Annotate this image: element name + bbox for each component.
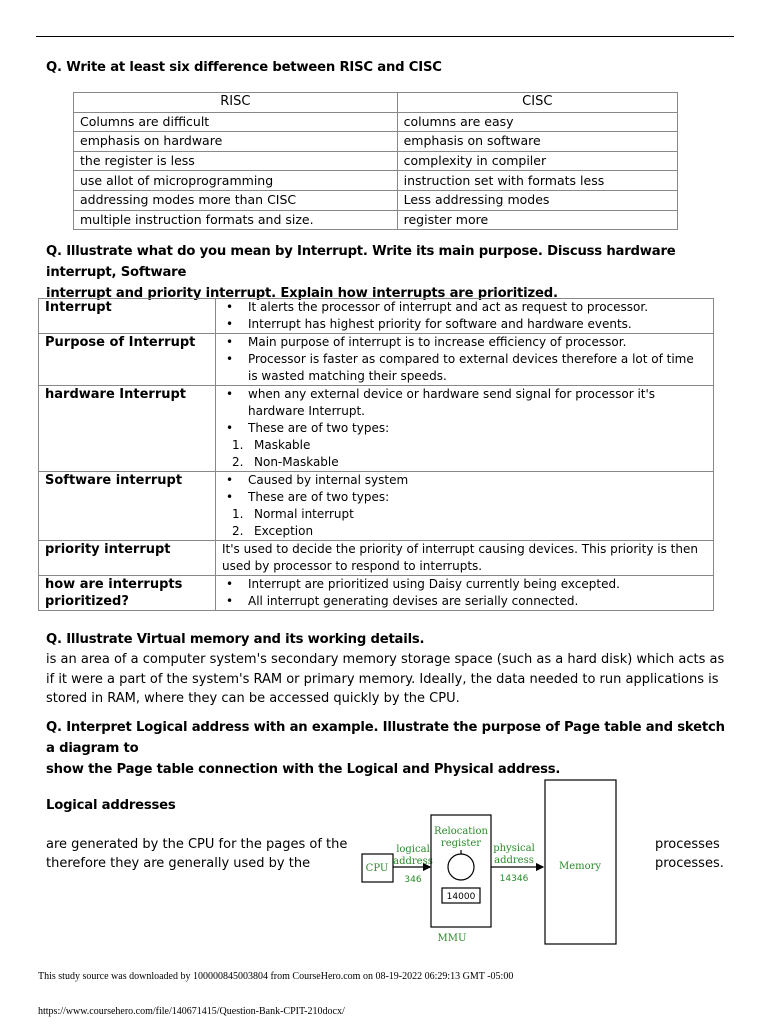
- row-label: Interrupt: [39, 299, 216, 334]
- footer-source: This study source was downloaded by 100000845003804 from CourseHero.com on 08-19-2022 06:29:13 GMT -05:00: [38, 971, 514, 982]
- risc-cell: the register is less: [74, 151, 398, 171]
- logical-text-block: [46, 835, 347, 873]
- top-rule: [36, 36, 734, 37]
- row-content: It's used to decide the priority of interrupt causing devices. This priority is then used by processor to respond to interrupts.: [216, 541, 714, 576]
- numbered-item-text: Normal interrupt: [254, 507, 354, 521]
- cisc-cell: register more: [397, 210, 677, 230]
- numbered-item: [222, 523, 707, 540]
- row-label: how are interrupts prioritized?: [39, 576, 216, 611]
- numbered-item: [222, 506, 707, 523]
- list-number: 1.: [232, 507, 244, 521]
- adder-circle: [448, 854, 474, 880]
- row-content: [216, 472, 714, 541]
- right-text-block: [655, 835, 724, 873]
- cisc-cell: instruction set with formats less: [397, 171, 677, 191]
- mmu-diagram: [355, 775, 635, 950]
- table-row: [39, 541, 714, 576]
- physical-label-1: physical: [493, 843, 535, 854]
- right-text-line-2: processes.: [655, 856, 724, 871]
- logical-addresses-heading: Logical addresses: [46, 798, 176, 813]
- table-row: [39, 472, 714, 541]
- numbered-item-text: Exception: [254, 524, 314, 538]
- numbered-item: [222, 454, 707, 471]
- physical-label-2: address: [494, 855, 534, 866]
- relocation-value: 14000: [446, 892, 476, 902]
- logical-label-1: logical: [396, 844, 430, 855]
- risc-cell: Columns are difficult: [74, 112, 398, 132]
- virtual-memory-answer: is an area of a computer system's secondary memory storage space (such as a hard disk) which acts as if it were a part of the system's RAM or primary memory. Ideally, the data needed to run applications is stored in RAM, where they can be accessed quickly by the CPU.: [46, 652, 725, 706]
- numbered-item-text: Non-Maskable: [254, 455, 339, 469]
- bullet-item: • These are of two types:: [222, 420, 707, 437]
- table-row: [39, 576, 714, 611]
- cisc-cell: columns are easy: [397, 112, 677, 132]
- cisc-cell: Less addressing modes: [397, 190, 677, 210]
- relocation-label-1: Relocation: [434, 826, 488, 837]
- bullet-item: • It alerts the processor of interrupt and act as request to processor.: [222, 299, 707, 316]
- relocation-label-2: register: [440, 838, 482, 849]
- table-row: [74, 190, 678, 210]
- risc-cell: use allot of microprogramming: [74, 171, 398, 191]
- cisc-cell: emphasis on software: [397, 132, 677, 152]
- cpu-label: CPU: [365, 863, 389, 874]
- interrupt-table: [38, 298, 714, 611]
- table-row: [74, 171, 678, 191]
- bullet-item: • Interrupt has highest priority for software and hardware events.: [222, 316, 707, 333]
- physical-value: 14346: [499, 874, 529, 884]
- question-1: Q. Write at least six difference between RISC and CISC: [46, 60, 442, 75]
- table-row: [74, 132, 678, 152]
- bullet-item: • when any external device or hardware send signal for processor it's hardware Interrupt.: [222, 386, 707, 420]
- row-label: hardware Interrupt: [39, 386, 216, 472]
- row-content: [216, 334, 714, 386]
- memory-label: Memory: [558, 861, 602, 872]
- list-number: 1.: [232, 438, 244, 452]
- mmu-label: MMU: [437, 933, 467, 944]
- table-row: [74, 112, 678, 132]
- row-label: priority interrupt: [39, 541, 216, 576]
- list-number: 2.: [232, 524, 244, 538]
- risc-cell: emphasis on hardware: [74, 132, 398, 152]
- bullet-item: • Caused by internal system: [222, 472, 707, 489]
- right-text-line-1: processes: [655, 837, 720, 852]
- numbered-item: [222, 437, 707, 454]
- risc-header: RISC: [74, 93, 398, 113]
- question-3: Q. Illustrate Virtual memory and its working details.: [46, 632, 425, 647]
- table-row: [39, 386, 714, 472]
- question-2-line-1: Q. Illustrate what do you mean by Interrupt. Write its main purpose. Discuss hardware interrupt, Software: [46, 244, 676, 280]
- question-4: [46, 717, 726, 780]
- table-header-row: [74, 93, 678, 113]
- question-4-line-1: Q. Interpret Logical address with an example. Illustrate the purpose of Page table and sketch a diagram to: [46, 720, 725, 756]
- logical-text-line-1: are generated by the CPU for the pages of the: [46, 837, 348, 852]
- table-row: [39, 299, 714, 334]
- risc-cell: addressing modes more than CISC: [74, 190, 398, 210]
- risc-cell: multiple instruction formats and size.: [74, 210, 398, 230]
- bullet-item: • Main purpose of interrupt is to increase efficiency of processor.: [222, 334, 707, 351]
- row-content: [216, 299, 714, 334]
- row-content: [216, 386, 714, 472]
- row-label: Software interrupt: [39, 472, 216, 541]
- cisc-header: CISC: [397, 93, 677, 113]
- bullet-item: • Processor is faster as compared to external devices therefore a lot of time is wasted matching their speeds.: [222, 351, 707, 385]
- cisc-cell: complexity in compiler: [397, 151, 677, 171]
- question-2-line-2: interrupt and priority interrupt. Explain how interrupts are prioritized.: [46, 286, 558, 301]
- logical-label-2: address: [393, 856, 433, 867]
- bullet-item: • All interrupt generating devises are serially connected.: [222, 593, 707, 610]
- bullet-item: • These are of two types:: [222, 489, 707, 506]
- risc-cisc-table: [73, 92, 678, 230]
- question-4-line-2: show the Page table connection with the Logical and Physical address.: [46, 762, 561, 777]
- table-row: [74, 151, 678, 171]
- numbered-item-text: Maskable: [254, 438, 311, 452]
- logical-value: 346: [404, 875, 422, 885]
- row-content: [216, 576, 714, 611]
- question-2: [46, 241, 726, 304]
- table-row: [74, 210, 678, 230]
- table-row: [39, 334, 714, 386]
- row-label: Purpose of Interrupt: [39, 334, 216, 386]
- footer-url: https://www.coursehero.com/file/140671415/Question-Bank-CPIT-210docx/: [38, 1006, 345, 1017]
- bullet-item: • Interrupt are prioritized using Daisy currently being excepted.: [222, 576, 707, 593]
- logical-text-line-2: therefore they are generally used by the: [46, 856, 311, 871]
- list-number: 2.: [232, 455, 244, 469]
